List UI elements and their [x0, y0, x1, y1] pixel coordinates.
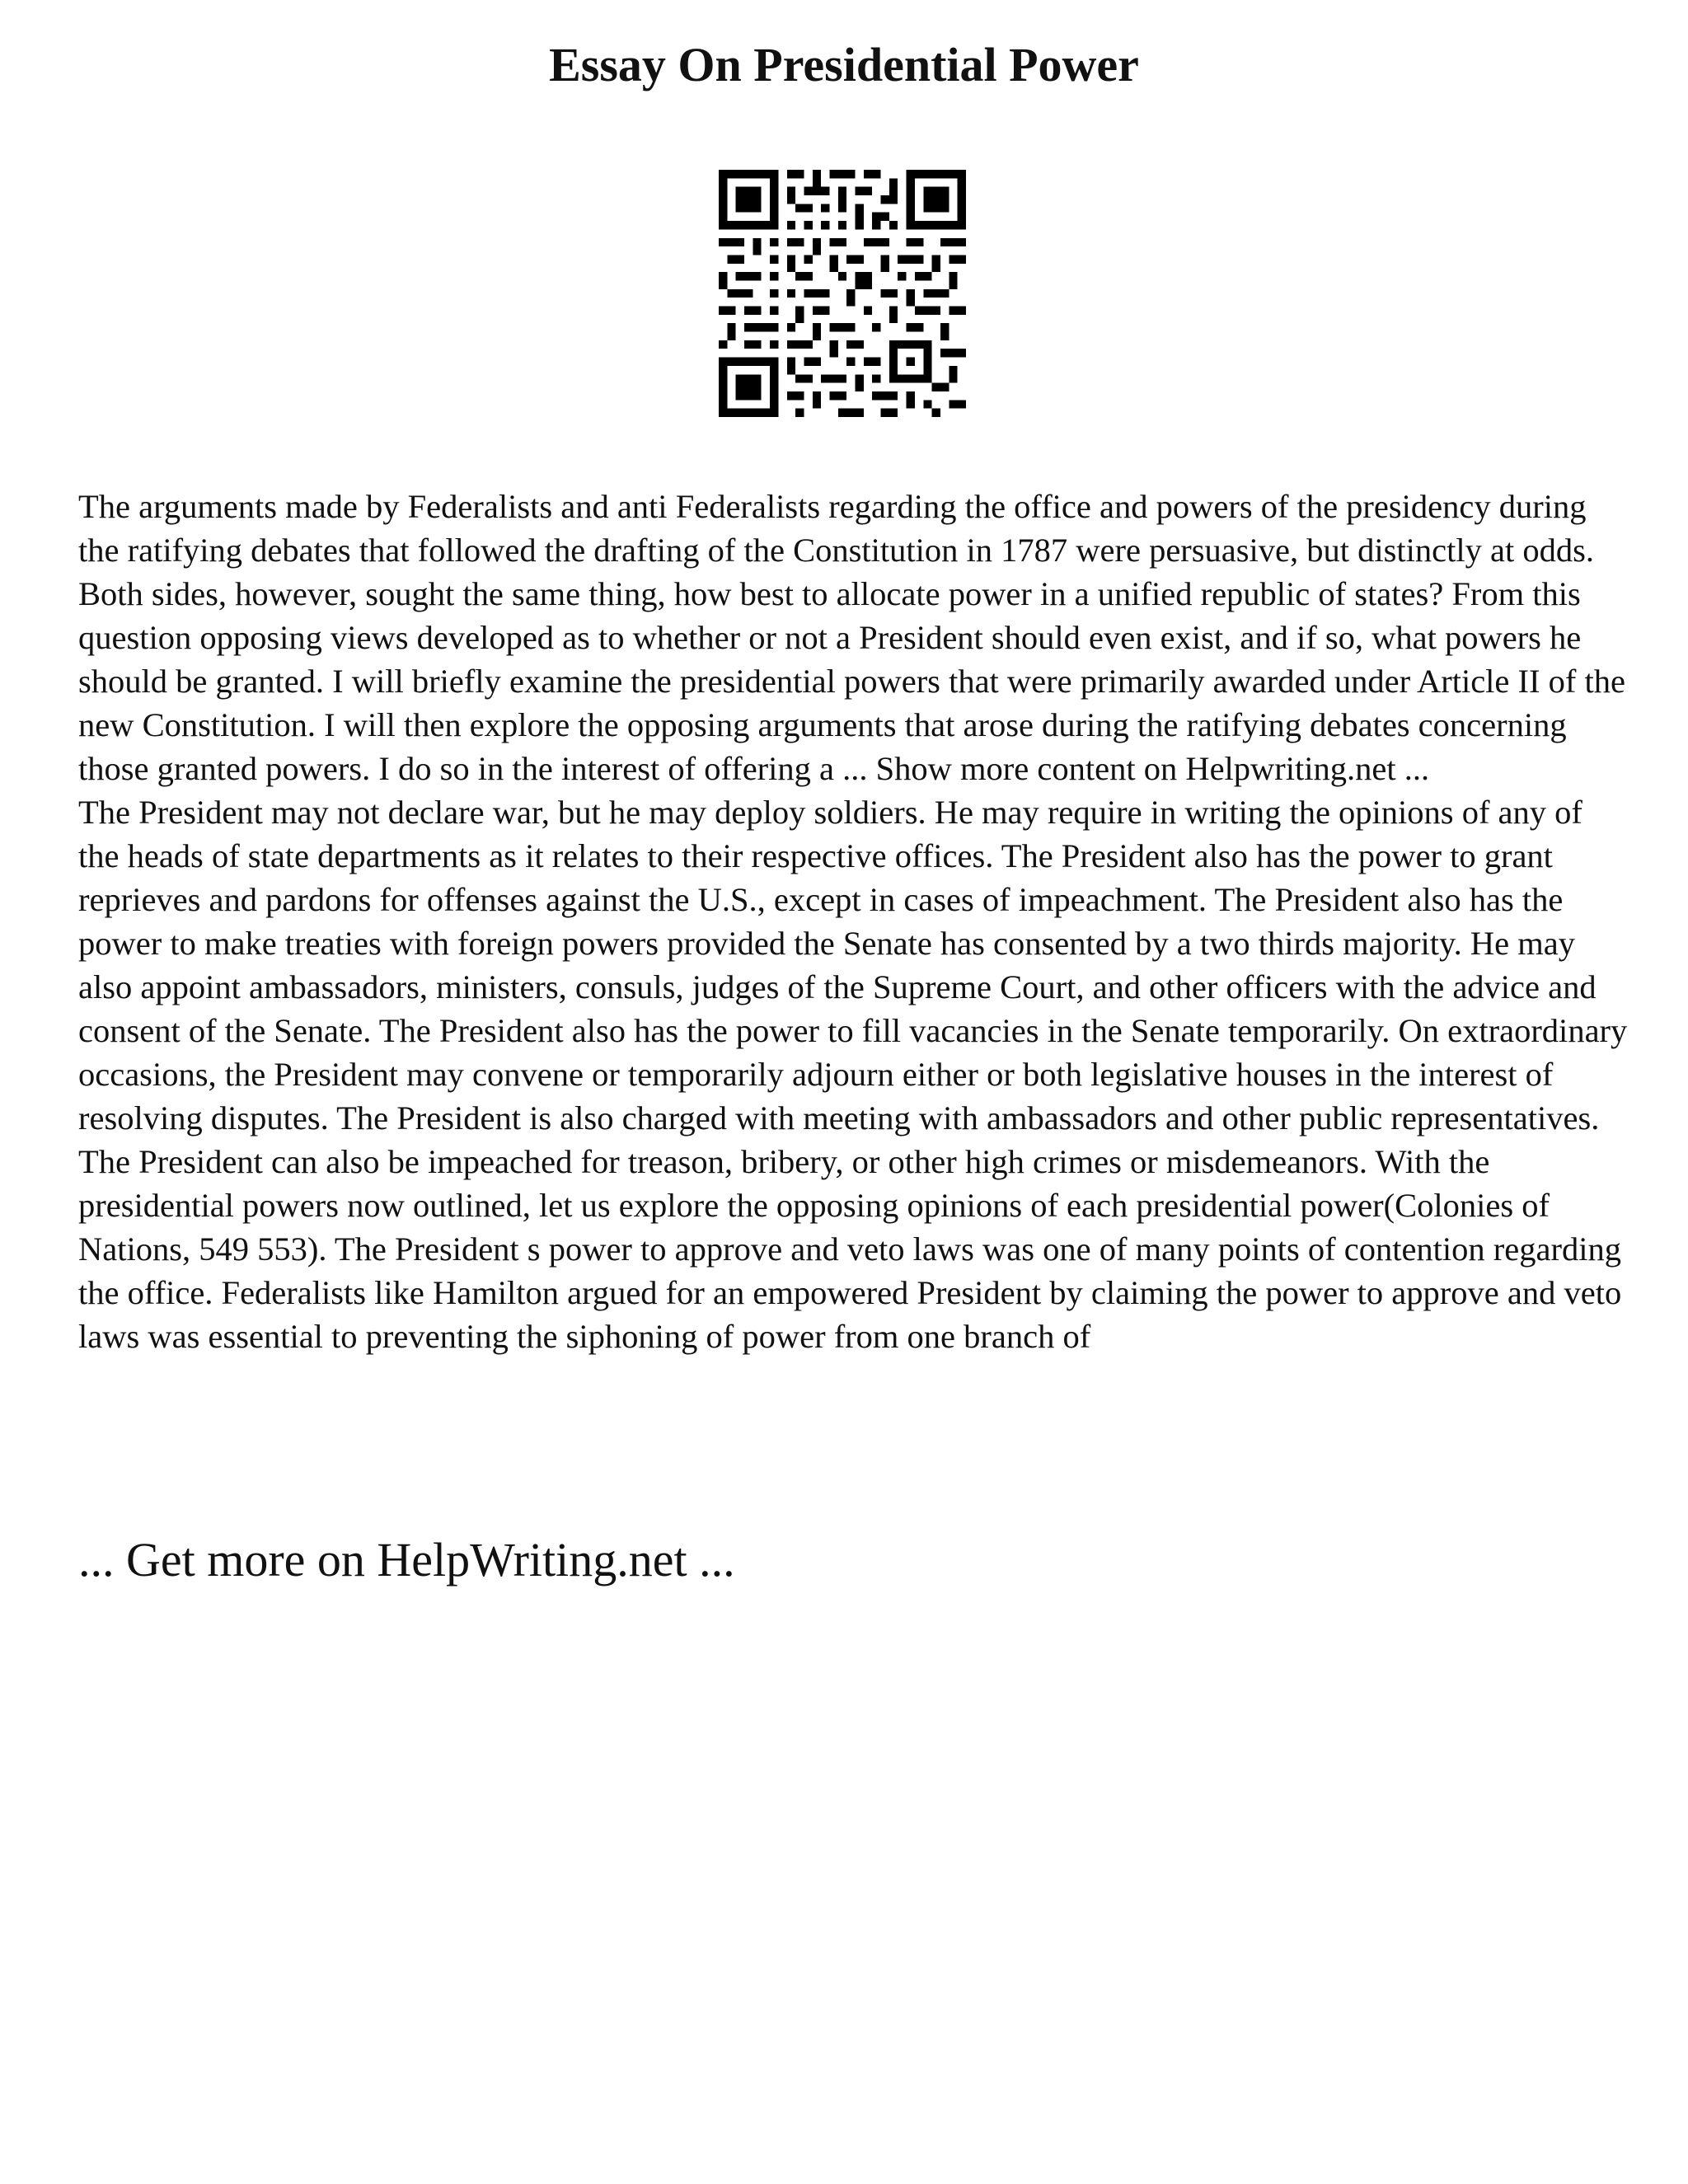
paragraph-powers: The President may not declare war, but he may deploy soldiers. He may require in writing the opinions of any of the heads of state departments as it relates to their respective offices. The President also has the power to grant reprieves and pardons for offenses against the U.S., except in cases of impeachment. The President also has the power to make treaties with foreign powers provided the Senate has consented by a two thirds majority. He may also appoint ambassadors, ministers, consuls, judges of the Supreme Court, and other officers with the advice and consent of the Senate. The President also has the power to fill vacancies in the Senate temporarily. On extraordinary occasions, the President may convene or temporarily adjourn either or both legislative houses in the interest of resolving disputes. The President is also charged with meeting with ambassadors and other public representatives. The President can also be impeached for treason, bribery, or other high crimes or misdemeanors. With the presidential powers now outlined, let us explore the opposing opinions of each presidential power(Colonies of Nations, 549 553). The President s power to approve and veto laws was one of many points of contention regarding the office. Federalists like Hamilton argued for an empowered President by claiming the power to approve and veto laws was essential to preventing the siphoning of power from one branch of	[78, 794, 1628, 1355]
qr-code-icon[interactable]	[719, 170, 966, 417]
essay-body	[78, 485, 1628, 1358]
page-title: Essay On Presidential Power	[549, 38, 1139, 91]
qr-code-graphic	[719, 170, 966, 417]
get-more-link[interactable]: ... Get more on HelpWriting.net ...	[78, 1533, 735, 1586]
paragraph-intro: The arguments made by Federalists and anti Federalists regarding the office and powers of the presidency during the ratifying debates that followed the drafting of the Constitution in 1787 were persuasive, but distinctly at odds. Both sides, however, sought the same thing, how best to allocate power in a unified republic of states? From this question opposing views developed as to whether or not a President should even exist, and if so, what powers he should be granted. I will briefly examine the presidential powers that were primarily awarded under Article II of the new Constitution. I will then explore the opposing arguments that arose during the ratifying debates concerning those granted powers. I do so in the interest of offering a ... Show more content on Helpwriting.net ...	[78, 488, 1625, 787]
